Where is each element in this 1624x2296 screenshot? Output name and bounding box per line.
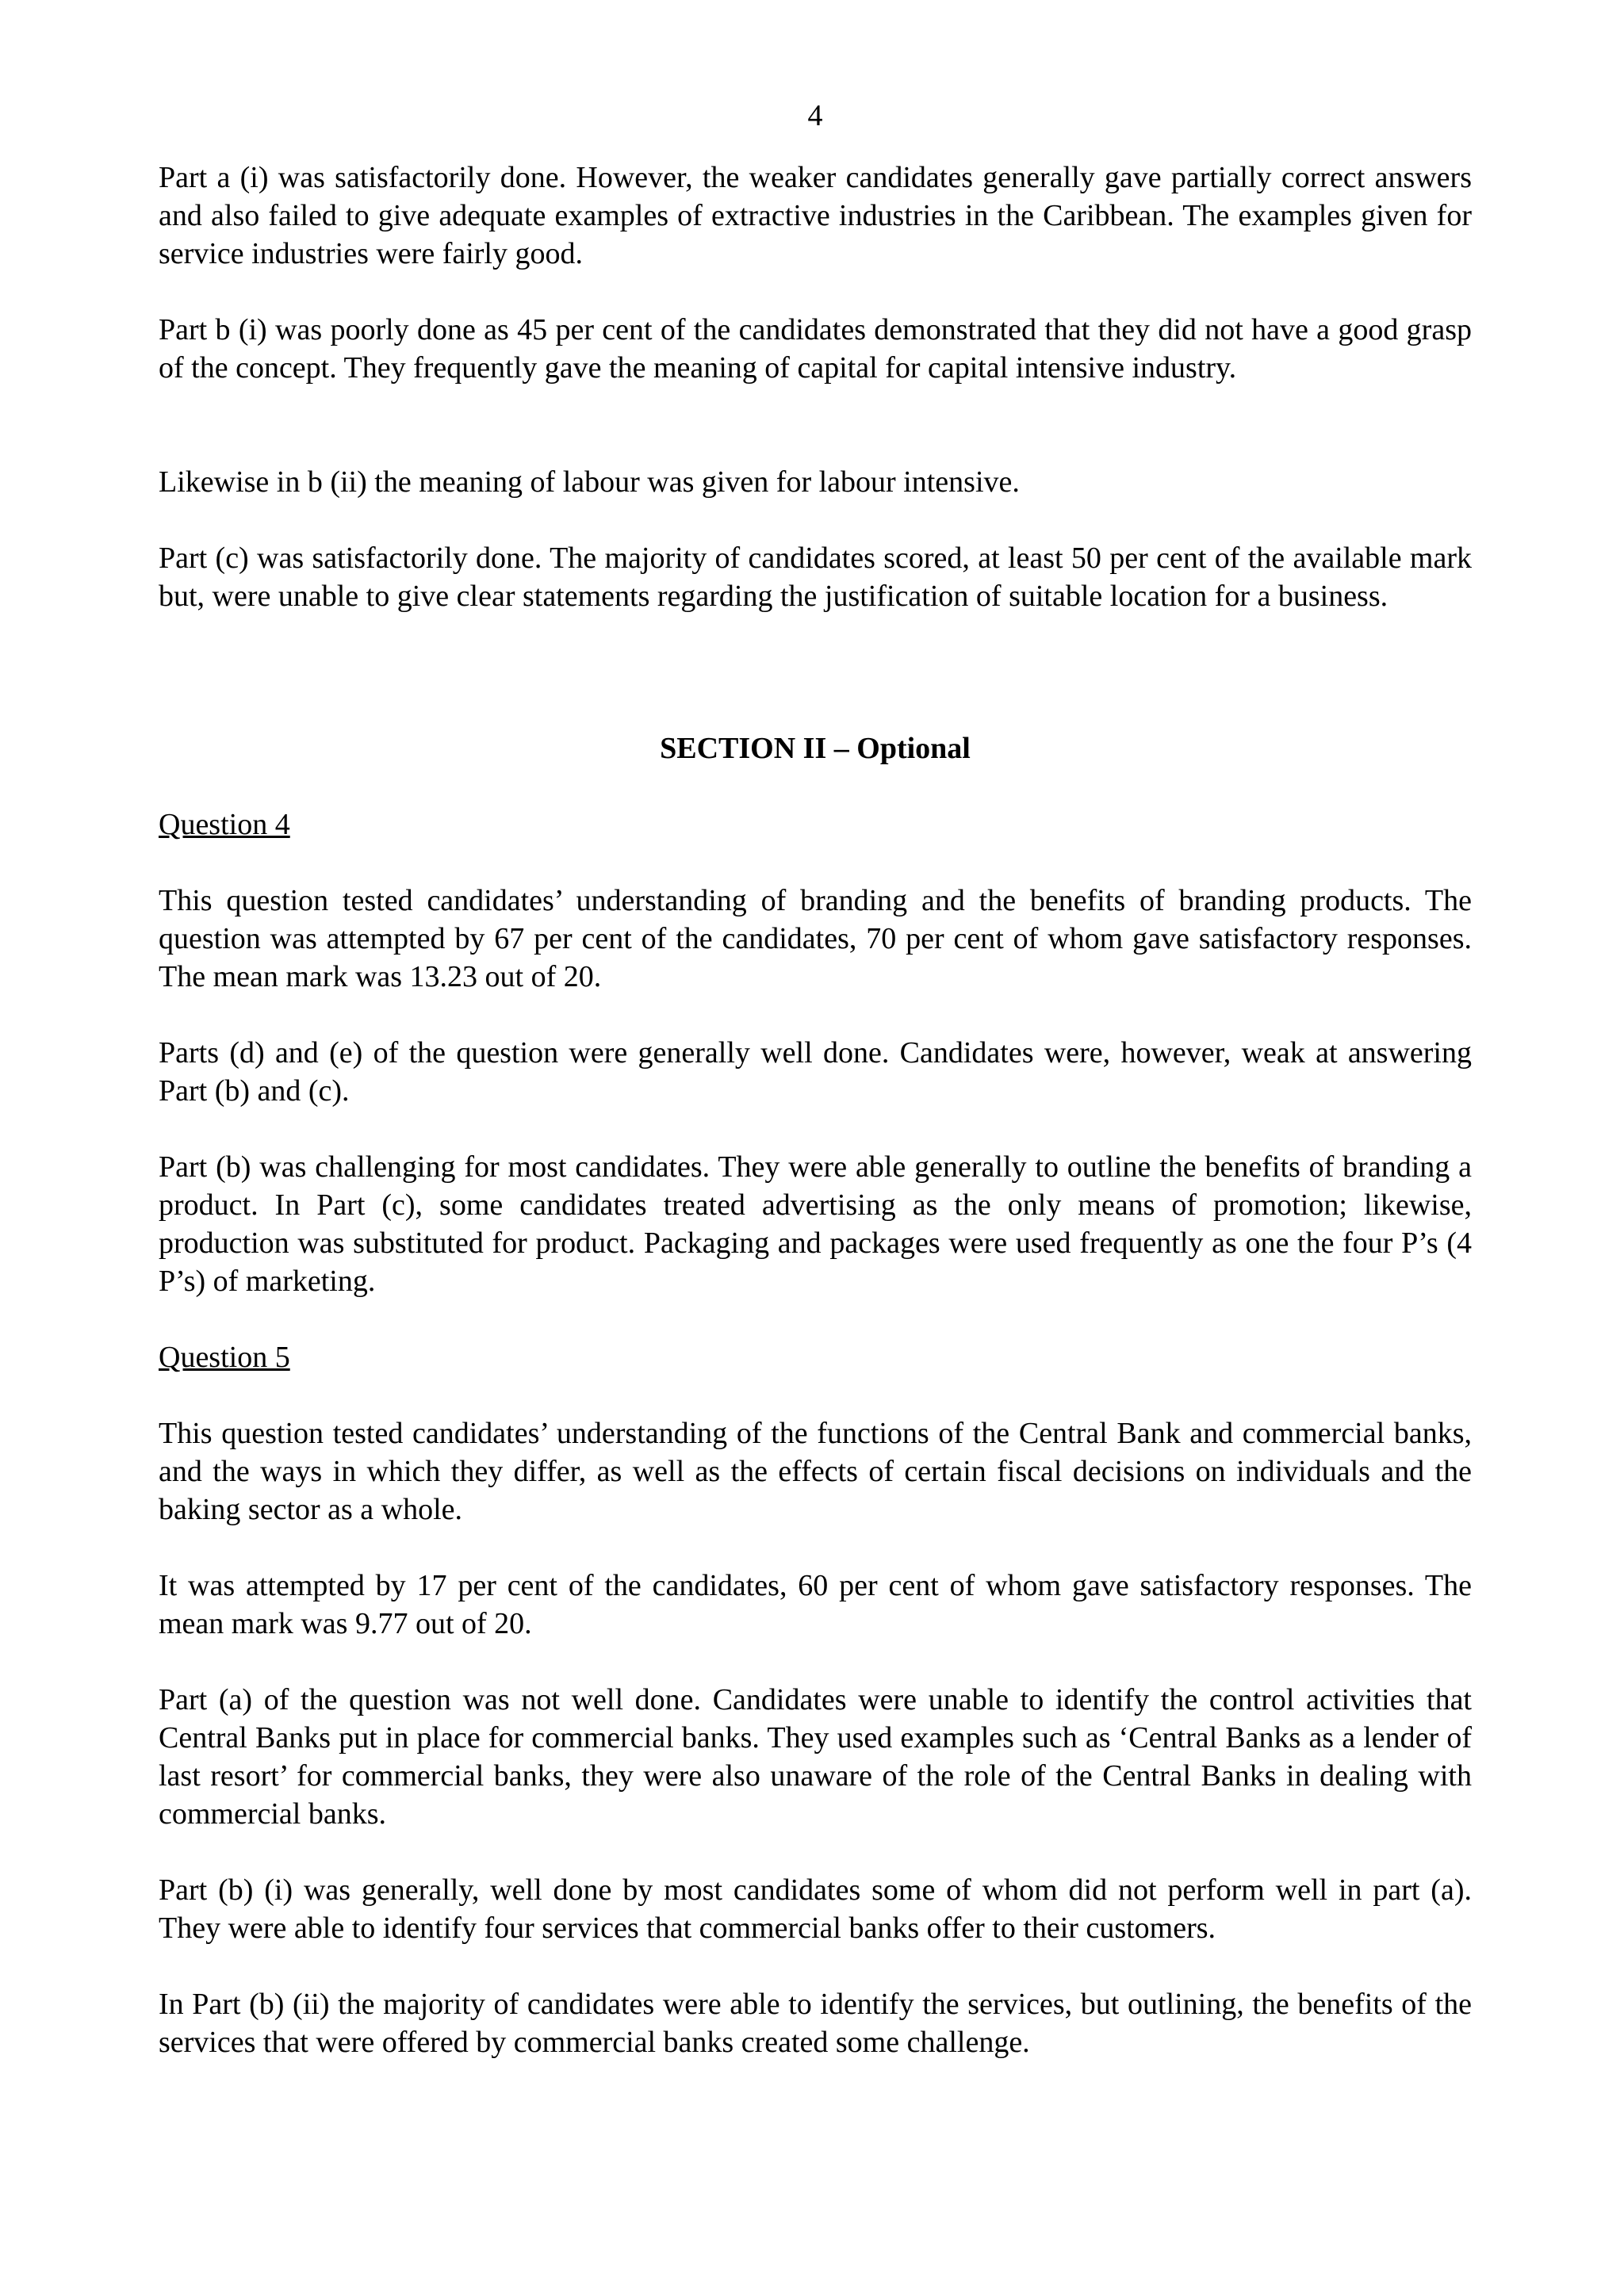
question-4-heading: Question 4 [159, 808, 290, 841]
paragraph-part-b-ii: Likewise in b (ii) the meaning of labour was given for labour intensive. [159, 465, 1020, 499]
q5-paragraph-part-b-i: Part (b) (i) was generally, well done by most candidates some of whom did not perform well in part (a). They were able to identify four services that commercial banks offer to their customers. [159, 1873, 1472, 1945]
section-heading: SECTION II – Optional [660, 732, 971, 765]
q4-paragraph-overview: This question tested candidates’ understanding of branding and the benefits of branding products. The question was attempted by 67 per cent of the candidates, 70 per cent of whom gave satisfactory responses. The mean mark was 13.23 out of 20. [159, 884, 1472, 993]
q5-paragraph-part-a: Part (a) of the question was not well done. Candidates were unable to identify the control activities that Central Banks put in place for commercial banks. They used examples such as ‘Central Banks as a lender of last resort’ for commercial banks, they were also unaware of the role of the Central Banks in dealing with commercial banks. [159, 1683, 1472, 1831]
question-5-heading: Question 5 [159, 1341, 290, 1374]
q5-paragraph-part-b-ii: In Part (b) (ii) the majority of candidates were able to identify the services, but outlining, the benefits of the services that were offered by commercial banks created some challenge. [159, 1988, 1472, 2059]
q4-paragraph-part-b: Part (b) was challenging for most candidates. They were able generally to outline the benefits of branding a product. In Part (c), some candidates treated advertising as the only means of promotion; likewise, production was substituted for product. Packaging and packages were used frequently as one the four P’s (4 P’s) of marketing. [159, 1150, 1472, 1298]
paragraph-part-a: Part a (i) was satisfactorily done. However, the weaker candidates generally gave partially correct answers and also failed to give adequate examples of extractive industries in the Caribbean. The examples given for service industries were fairly good. [159, 161, 1472, 270]
q4-paragraph-parts-d-e: Parts (d) and (e) of the question were generally well done. Candidates were, however, weak at answering Part (b) and (c). [159, 1036, 1472, 1108]
paragraph-part-b: Part b (i) was poorly done as 45 per cent of the candidates demonstrated that they did not have a good grasp of the concept. They frequently gave the meaning of capital for capital intensive industry. [159, 313, 1472, 385]
document-page [159, 0, 1472, 2296]
paragraph-part-c: Part (c) was satisfactorily done. The majority of candidates scored, at least 50 per cent of the available mark but, were unable to give clear statements regarding the justification of suitable location for a business. [159, 541, 1472, 613]
q5-paragraph-overview: This question tested candidates’ understanding of the functions of the Central Bank and commercial banks, and the ways in which they differ, as well as the effects of certain fiscal decisions on individuals and the baking sector as a whole. [159, 1417, 1472, 1526]
q5-paragraph-attempted: It was attempted by 17 per cent of the candidates, 60 per cent of whom gave satisfactory responses. The mean mark was 9.77 out of 20. [159, 1569, 1472, 1640]
page-number: 4 [807, 99, 823, 132]
